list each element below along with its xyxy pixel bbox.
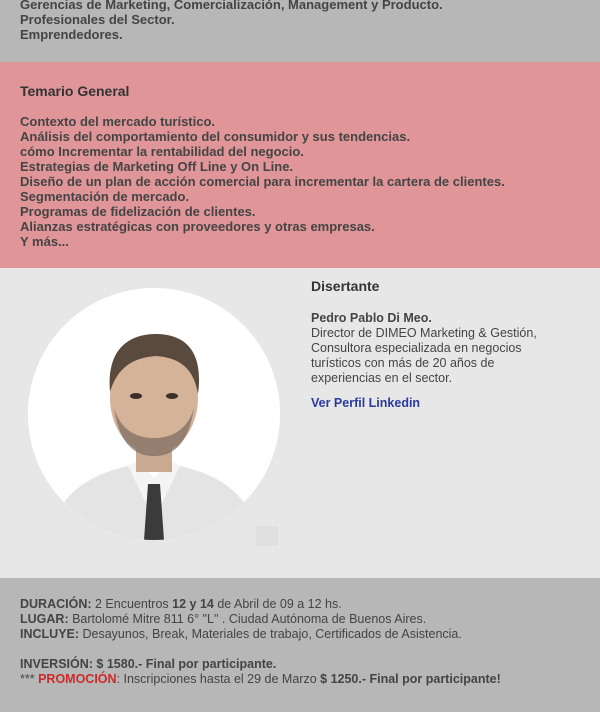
linkedin-profile-link[interactable]: Ver Perfil Linkedin xyxy=(311,396,421,410)
speaker-bio-line: Director de DIMEO Marketing & Gestión, xyxy=(311,326,537,340)
speaker-photo xyxy=(28,288,280,540)
audience-line: Gerencias de Marketing, Comercialización, Management y Producto. xyxy=(20,0,443,12)
inversion-line xyxy=(20,657,276,672)
temario-item: Contexto del mercado turístico. xyxy=(20,114,216,129)
audience-section xyxy=(0,0,600,62)
lugar-value: Bartolomé Mitre 811 6° "L" . Ciudad Autónoma de Buenos Aires. xyxy=(68,612,427,626)
temario-item: Diseño de un plan de acción comercial para incrementar la cartera de clientes. xyxy=(20,174,505,189)
temario-item: Segmentación de mercado. xyxy=(20,189,190,204)
promocion-line xyxy=(20,672,501,687)
duracion-post: de Abril de 09 a 12 hs. xyxy=(213,597,342,611)
temario-title: Temario General xyxy=(20,83,130,99)
incluye-value: Desayunos, Break, Materiales de trabajo, Certificados de Asistencia. xyxy=(79,627,462,641)
speaker-section-title: Disertante xyxy=(311,278,380,294)
duracion-line xyxy=(20,597,342,612)
promo-prefix: *** xyxy=(20,672,39,686)
inversion-value: $ 1580.- Final por participante. xyxy=(92,657,277,671)
duracion-days: 12 y 14 xyxy=(172,597,214,611)
temario-section xyxy=(0,62,600,268)
temario-item: Y más... xyxy=(20,234,69,249)
speaker-portrait-icon xyxy=(28,288,280,540)
temario-item: Análisis del comportamiento del consumidor y sus tendencias. xyxy=(20,129,411,144)
inversion-label: INVERSIÓN: xyxy=(20,657,93,671)
temario-item: Alianzas estratégicas con proveedores y otras empresas. xyxy=(20,219,375,234)
temario-item: cómo Incrementar la rentabilidad del negocio. xyxy=(20,144,304,159)
lugar-label: LUGAR: xyxy=(20,612,69,626)
temario-item: Estrategias de Marketing Off Line y On Line. xyxy=(20,159,294,174)
speaker-bio-line: experiencias en el sector. xyxy=(311,371,453,385)
promo-label: PROMOCIÓN xyxy=(38,672,117,686)
photo-corner-icon xyxy=(256,526,278,546)
audience-line: Profesionales del Sector. xyxy=(20,12,175,27)
speaker-name: Pedro Pablo Di Meo. xyxy=(311,311,432,325)
audience-line: Emprendedores. xyxy=(20,27,123,42)
promo-text: : Inscripciones hasta el 29 de Marzo xyxy=(116,672,321,686)
lugar-line xyxy=(20,612,426,627)
speaker-bio-line: Consultora especializada en negocios xyxy=(311,341,522,355)
info-section xyxy=(0,578,600,712)
duracion-pre: 2 Encuentros xyxy=(91,597,173,611)
speaker-bio-line: turísticos con más de 20 años de xyxy=(311,356,495,370)
temario-item: Programas de fidelización de clientes. xyxy=(20,204,256,219)
speaker-section xyxy=(0,268,600,578)
promo-price: $ 1250.- Final por participante! xyxy=(320,672,501,686)
incluye-label: INCLUYE: xyxy=(20,627,80,641)
incluye-line xyxy=(20,627,462,642)
duracion-label: DURACIÓN: xyxy=(20,597,92,611)
